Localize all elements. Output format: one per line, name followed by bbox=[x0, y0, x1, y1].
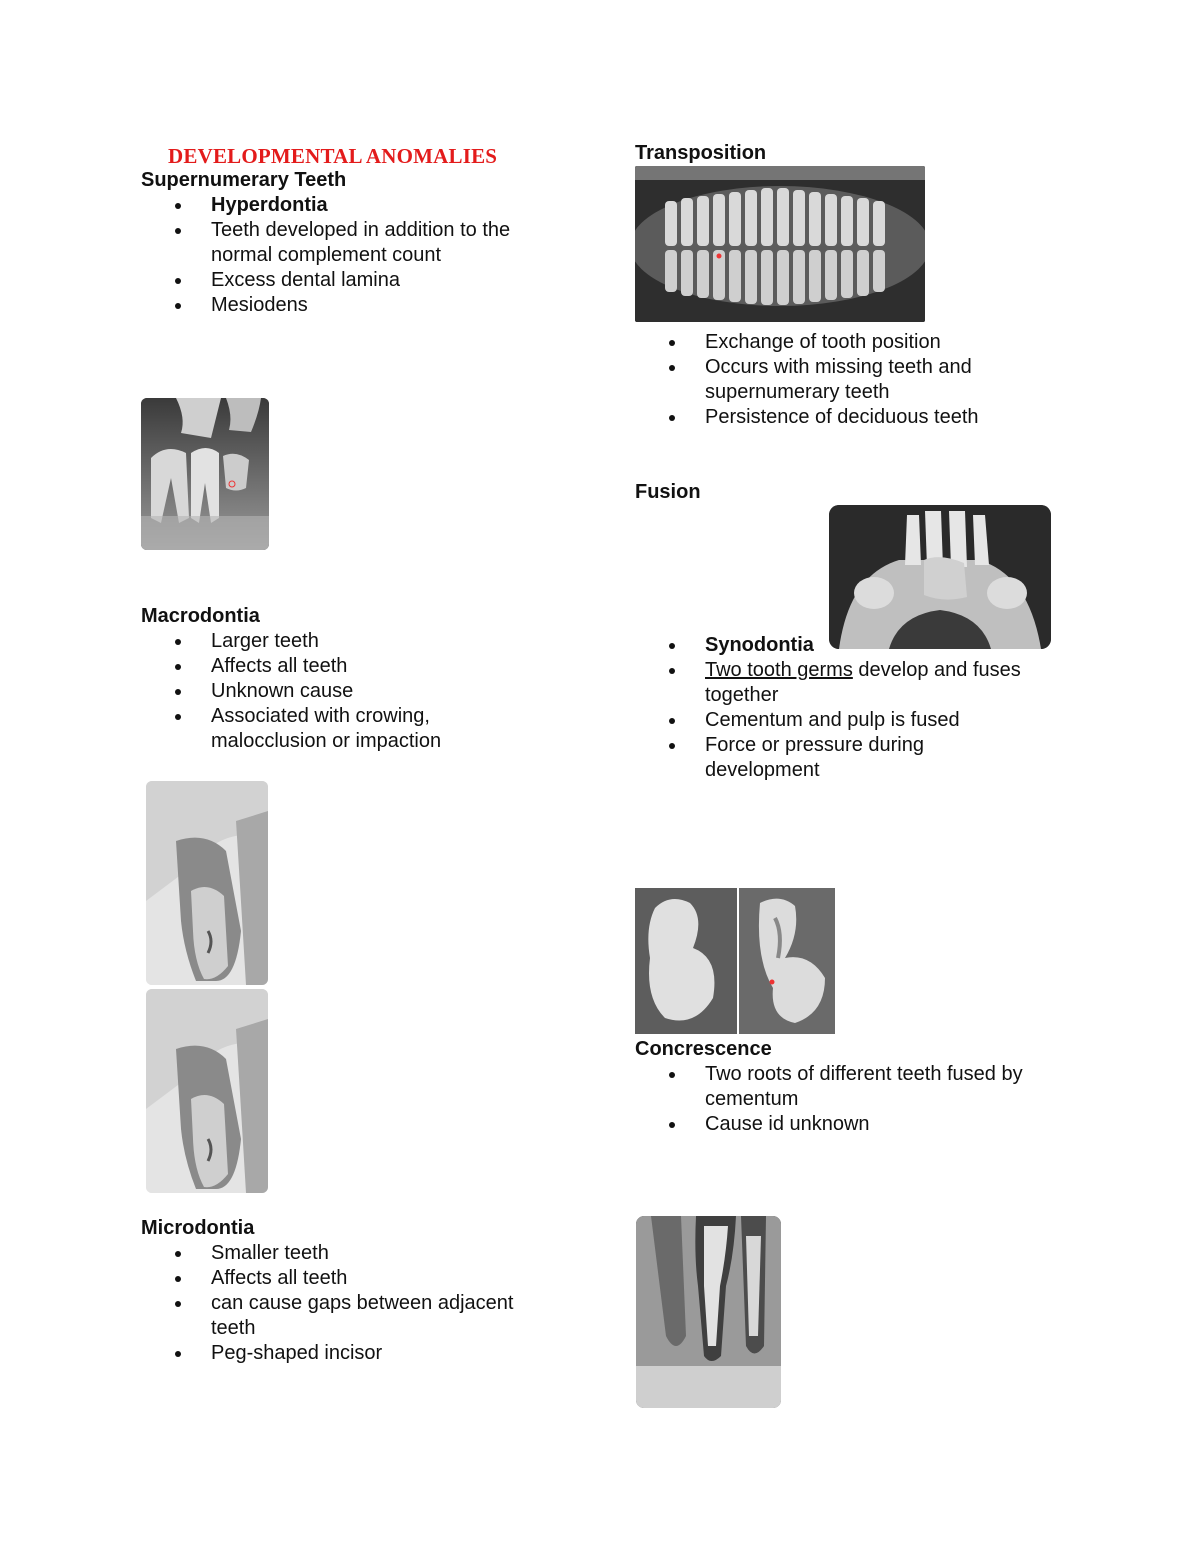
heading-concrescence: Concrescence bbox=[635, 1038, 772, 1060]
list-item: Mesiodens bbox=[141, 293, 571, 318]
list-transposition bbox=[635, 330, 1065, 430]
section-concrescence bbox=[635, 1037, 1065, 1137]
section-transposition bbox=[635, 330, 1065, 430]
list-item: Persistence of deciduous teeth bbox=[635, 405, 1065, 430]
list-item: Affects all teeth bbox=[141, 1266, 571, 1291]
section-macrodontia bbox=[141, 604, 571, 754]
section-supernumerary bbox=[141, 168, 571, 318]
list-item: Affects all teeth bbox=[141, 654, 571, 679]
xray-image-macrodontia-1 bbox=[146, 781, 268, 985]
list-item: Exchange of tooth position bbox=[635, 330, 1065, 355]
list-item: Teeth developed in addition to the normal complement count bbox=[141, 218, 571, 268]
list-item: Synodontia bbox=[635, 633, 1065, 658]
underlined-text: Two tooth germs bbox=[705, 659, 853, 681]
list-item: Cementum and pulp is fused bbox=[635, 708, 1065, 733]
heading-macrodontia: Macrodontia bbox=[141, 605, 260, 627]
list-item: Force or pressure during development bbox=[635, 733, 955, 783]
list-item: Unknown cause bbox=[141, 679, 571, 704]
list-item: Smaller teeth bbox=[141, 1241, 571, 1266]
list-item: Excess dental lamina bbox=[141, 268, 571, 293]
xray-image-concrescence bbox=[636, 1216, 781, 1408]
list-item: Hyperdontia bbox=[141, 193, 571, 218]
list-fusion bbox=[635, 633, 1065, 783]
list-item: Two roots of different teeth fused by cementum bbox=[635, 1062, 1065, 1112]
section-microdontia bbox=[141, 1216, 571, 1366]
heading-microdontia: Microdontia bbox=[141, 1217, 255, 1239]
list-item bbox=[635, 658, 1055, 708]
list-concrescence bbox=[635, 1062, 1065, 1137]
xray-image-macrodontia-2 bbox=[146, 989, 268, 1193]
list-macrodontia bbox=[141, 629, 571, 754]
section-fusion bbox=[635, 633, 1065, 783]
heading-transposition: Transposition bbox=[635, 142, 767, 164]
list-item: Cause id unknown bbox=[635, 1112, 1065, 1137]
xray-image-supernumerary bbox=[141, 398, 269, 550]
list-item: can cause gaps between adjacent teeth bbox=[141, 1291, 551, 1341]
list-item: Occurs with missing teeth and supernumerary teeth bbox=[635, 355, 1015, 405]
heading-supernumerary: Supernumerary Teeth bbox=[141, 169, 347, 191]
list-item: Larger teeth bbox=[141, 629, 571, 654]
list-item: Peg-shaped incisor bbox=[141, 1341, 571, 1366]
photo-concrescence bbox=[635, 888, 835, 1034]
document-title: DEVELOPMENTAL ANOMALIES bbox=[168, 144, 498, 168]
xray-image-fusion bbox=[829, 505, 1051, 649]
list-supernumerary bbox=[141, 193, 571, 318]
xray-image-transposition bbox=[635, 166, 925, 322]
list-microdontia bbox=[141, 1241, 571, 1366]
heading-fusion: Fusion bbox=[635, 481, 701, 503]
list-item-text: develop and fuses together bbox=[705, 659, 1021, 706]
list-item: Associated with crowing, malocclusion or impaction bbox=[141, 704, 491, 754]
